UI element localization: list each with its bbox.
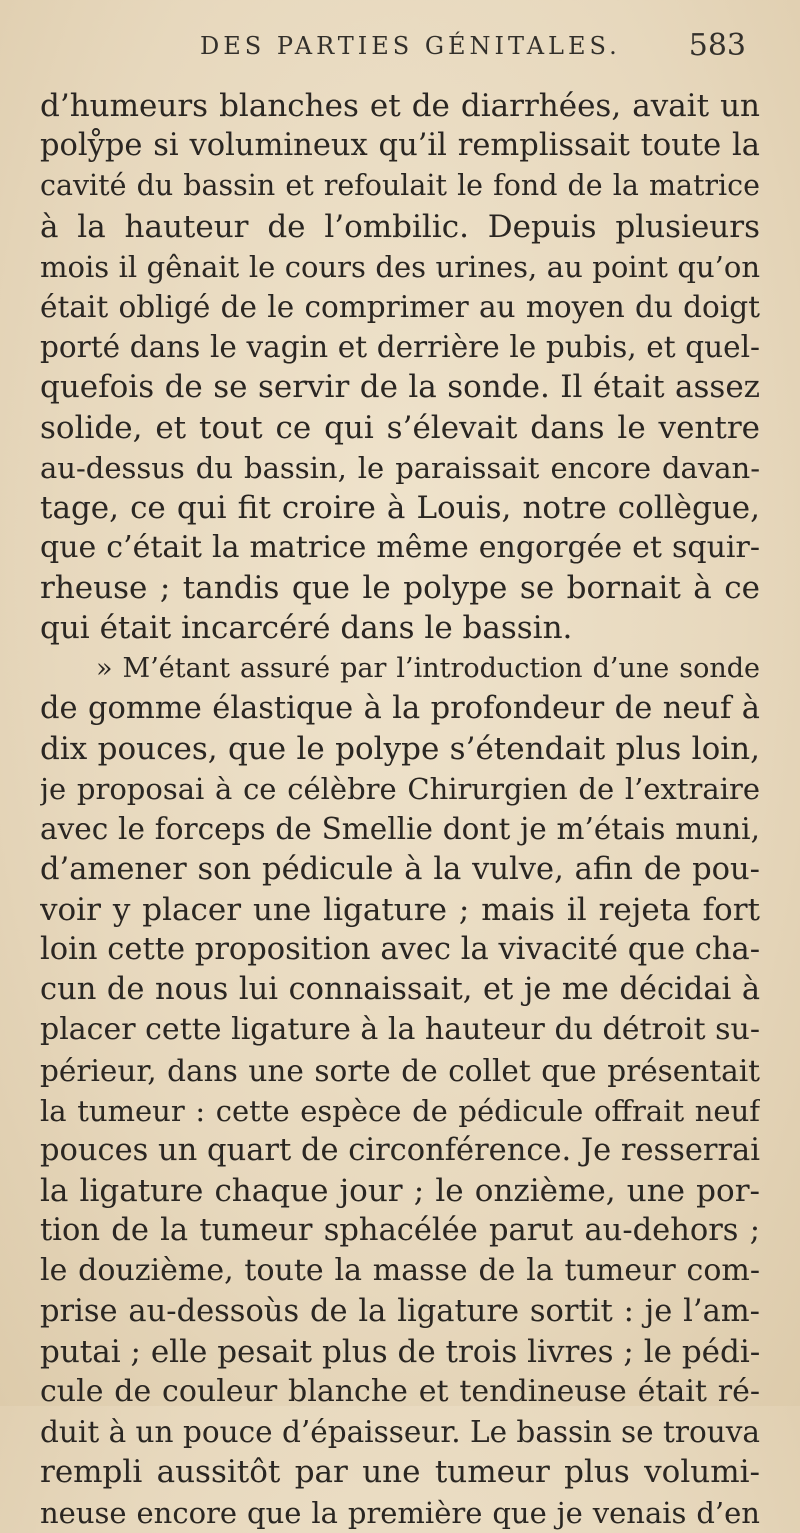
text-line: tion de la tumeur sphacélée parut au-dehors ; xyxy=(40,1213,760,1249)
text-line: cun de nous lui connaissait, et je me décidai à xyxy=(40,972,760,1008)
text-line: rheuse ; tandis que le polype se bornait à ce xyxy=(40,570,760,607)
text-line: périeur, dans une sorte de collet que présentait xyxy=(40,1053,760,1088)
text-line: le douzième, toute la masse de la tumeur com- xyxy=(40,1253,760,1289)
text-line: la ligature chaque jour ; le onzième, une por- xyxy=(40,1173,760,1210)
running-head-title: DES PARTIES GÉNITALES. xyxy=(200,32,621,60)
text-line: voir y placer une ligature ; mais il rejeta fort xyxy=(40,891,760,928)
text-line: d’humeurs blanches et de diarrhées, avait un xyxy=(40,88,760,124)
text-line: qui était incarcéré dans le bassin. xyxy=(40,610,573,647)
text-line: je proposai à ce célèbre Chirurgien de l’extraire xyxy=(40,772,760,807)
text-line: putai ; elle pesait plus de trois livres ; le pédi- xyxy=(40,1333,760,1370)
text-line: quefois de se servir de la sonde. Il était assez xyxy=(40,369,760,406)
text-line: que c’était la matrice même engorgée et squir- xyxy=(40,530,760,566)
body-text xyxy=(40,86,760,1533)
text-line: d’amener son pédicule à la vulve, afin de pou- xyxy=(40,851,760,887)
text-line: porté dans le vagin et derrière le pubis, et quel- xyxy=(40,330,760,365)
text-line: tage, ce qui fit croire à Louis, notre collègue, xyxy=(40,489,760,526)
text-line: pouces un quart de circonférence. Je resserrai xyxy=(40,1132,760,1168)
text-line: duit à un pouce d’épaisseur. Le bassin se trouva xyxy=(40,1415,760,1450)
text-line: la tumeur : cette espèce de pédicule offrait neuf xyxy=(40,1093,760,1128)
text-line: loin cette proposition avec la vivacité que cha- xyxy=(40,931,760,967)
text-line: neuse encore que la première que je venais d’en xyxy=(40,1495,760,1530)
text-line: rempli aussitôt par une tumeur plus volumi- xyxy=(40,1454,760,1491)
text-line: polẙpe si volumineux qu’il remplissait toute la xyxy=(40,128,760,164)
text-line: dix pouces, que le polype s’étendait plus loin, xyxy=(40,731,760,767)
text-line: solide, et tout ce qui s’élevait dans le ventre xyxy=(40,409,760,446)
text-line: à la hauteur de l’ombilic. Depuis plusieurs xyxy=(40,208,760,245)
text-line: au-dessus du bassin, le paraissait encore davan- xyxy=(40,450,760,485)
text-line: était obligé de le comprimer au moyen du doigt xyxy=(40,289,760,324)
running-head xyxy=(40,28,760,72)
text-line: prise au-dessoùs de la ligature sortit : je l’am- xyxy=(40,1293,760,1329)
text-line: de gomme élastique à la profondeur de neuf à xyxy=(40,690,760,726)
text-line: avec le forceps de Smellie dont je m’étais muni, xyxy=(40,812,760,847)
text-line: » M’étant assuré par l’introduction d’une sonde xyxy=(96,652,760,684)
text-line: cule de couleur blanche et tendineuse était ré- xyxy=(40,1374,760,1409)
text-line: cavité du bassin et refoulait le fond de la matrice xyxy=(40,169,760,203)
page-number: 583 xyxy=(688,28,746,63)
text-line: placer cette ligature à la hauteur du détroit su- xyxy=(40,1012,760,1048)
text-line: mois il gênait le cours des urines, au point qu’on xyxy=(40,249,760,284)
